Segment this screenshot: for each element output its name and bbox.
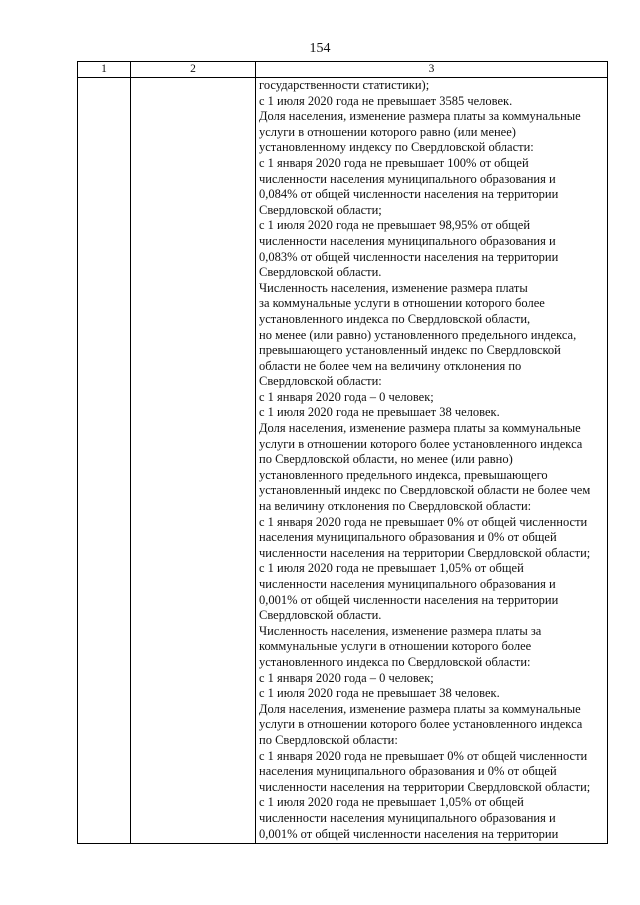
column-3-text-line: с 1 июля 2020 года не превышает 38 человек. <box>259 405 500 420</box>
column-3-text-line: численности населения муниципального образования и <box>259 233 556 248</box>
column-3-text-line: Численность населения, изменение размера платы за <box>259 623 542 638</box>
document-table <box>77 61 608 844</box>
page-number: 154 <box>309 41 331 56</box>
column-3-text-line: численности населения муниципального образования и <box>259 171 556 186</box>
column-3-text-line: населения муниципального образования и 0% от общей <box>259 530 557 545</box>
column-3-text-line: Свердловской области; <box>259 202 382 217</box>
column-3-text-line: населения муниципального образования и 0% от общей <box>259 764 557 779</box>
column-3-text-line: установленному индексу по Свердловской области: <box>259 140 534 155</box>
column-3-text-line: установленного индекса по Свердловской области, <box>259 311 531 326</box>
column-3-text-line: с 1 января 2020 года – 0 человек; <box>259 389 434 404</box>
column-3-text-line: Свердловской области: <box>259 374 382 389</box>
column-3-content <box>256 78 606 842</box>
column-3-text-line: коммунальные услуги в отношении которого более <box>259 639 532 654</box>
column-3-text-line: численности населения на территории Свердловской области; <box>259 545 591 560</box>
column-3-text-line: численности населения муниципального образования и <box>259 577 556 591</box>
column-3-text-line: услуги в отношении которого равно (или менее) <box>259 124 516 139</box>
column-3-text-line: с 1 января 2020 года не превышает 100% от общей <box>259 155 529 170</box>
column-3-text-line: с 1 января 2020 года не превышает 0% от общей численности <box>259 748 588 763</box>
column-3-text-line: 0,001% от общей численности населения на территории <box>259 826 559 841</box>
column-3-text-line: численности населения на территории Свердловской области; <box>259 779 591 794</box>
column-divider-1 <box>130 62 131 843</box>
column-3-text-line: с 1 января 2020 года не превышает 0% от общей численности <box>259 514 588 529</box>
column-3-text-line: Свердловской области. <box>259 608 382 623</box>
column-3-text-line: превышающего установленный индекс по Свердловской <box>259 343 561 358</box>
column-3-text-line: с 1 января 2020 года – 0 человек; <box>259 670 434 685</box>
table-header-row <box>78 62 607 78</box>
column-3-text-line: области не более чем на величину отклонения по <box>259 358 522 373</box>
column-3-text-line: Доля населения, изменение размера платы за коммунальные <box>259 701 581 716</box>
column-3-text-line: услуги в отношении которого более установленного индекса <box>259 717 583 732</box>
column-3-text-line: установленного индекса по Свердловской области: <box>259 654 531 669</box>
column-3-text-line: Доля населения, изменение размера платы за коммунальные <box>259 109 581 124</box>
column-3-text-line: установленного предельного индекса, превышающего <box>259 467 548 482</box>
column-3-text-line: Свердловской области. <box>259 265 382 280</box>
column-3-text-line: установленный индекс по Свердловской области не более чем <box>259 483 591 498</box>
column-3-text-line: но менее (или равно) установленного предельного индекса, <box>259 327 577 342</box>
column-3-text-line: с 1 июля 2020 года не превышает 38 человек. <box>259 686 500 701</box>
column-3-text-line: с 1 июля 2020 года не превышает 1,05% от общей <box>259 561 524 576</box>
column-header-2: 2 <box>190 63 196 75</box>
column-3-text-line: с 1 июля 2020 года не превышает 98,95% от общей <box>259 218 531 233</box>
column-3-text-line: Численность населения, изменение размера платы <box>259 280 528 295</box>
column-3-text-line: на величину отклонения по Свердловской области: <box>259 499 532 514</box>
column-3-text-line: Доля населения, изменение размера платы за коммунальные <box>259 421 581 436</box>
column-3-text-line: 0,001% от общей численности населения на территории <box>259 592 559 607</box>
column-3-text-line: по Свердловской области, но менее (или равно) <box>259 452 513 467</box>
column-3-text-line: 0,084% от общей численности населения на территории <box>259 187 559 202</box>
column-3-text-line: с 1 июля 2020 года не превышает 3585 человек. <box>259 93 513 108</box>
column-header-1: 1 <box>101 63 107 75</box>
column-3-text-line: за коммунальные услуги в отношении которого более <box>259 296 545 311</box>
column-3-text-line: численности населения муниципального образования и <box>259 810 556 825</box>
column-3-text-line: 0,083% от общей численности населения на территории <box>259 249 559 264</box>
column-3-text-line: государственности статистики); <box>259 78 430 92</box>
column-3-text-line: с 1 июля 2020 года не превышает 1,05% от общей <box>259 795 524 810</box>
column-3-text-line: услуги в отношении которого более установленного индекса <box>259 436 583 451</box>
column-3-text-line: по Свердловской области: <box>259 732 398 747</box>
column-header-3: 3 <box>428 63 435 75</box>
